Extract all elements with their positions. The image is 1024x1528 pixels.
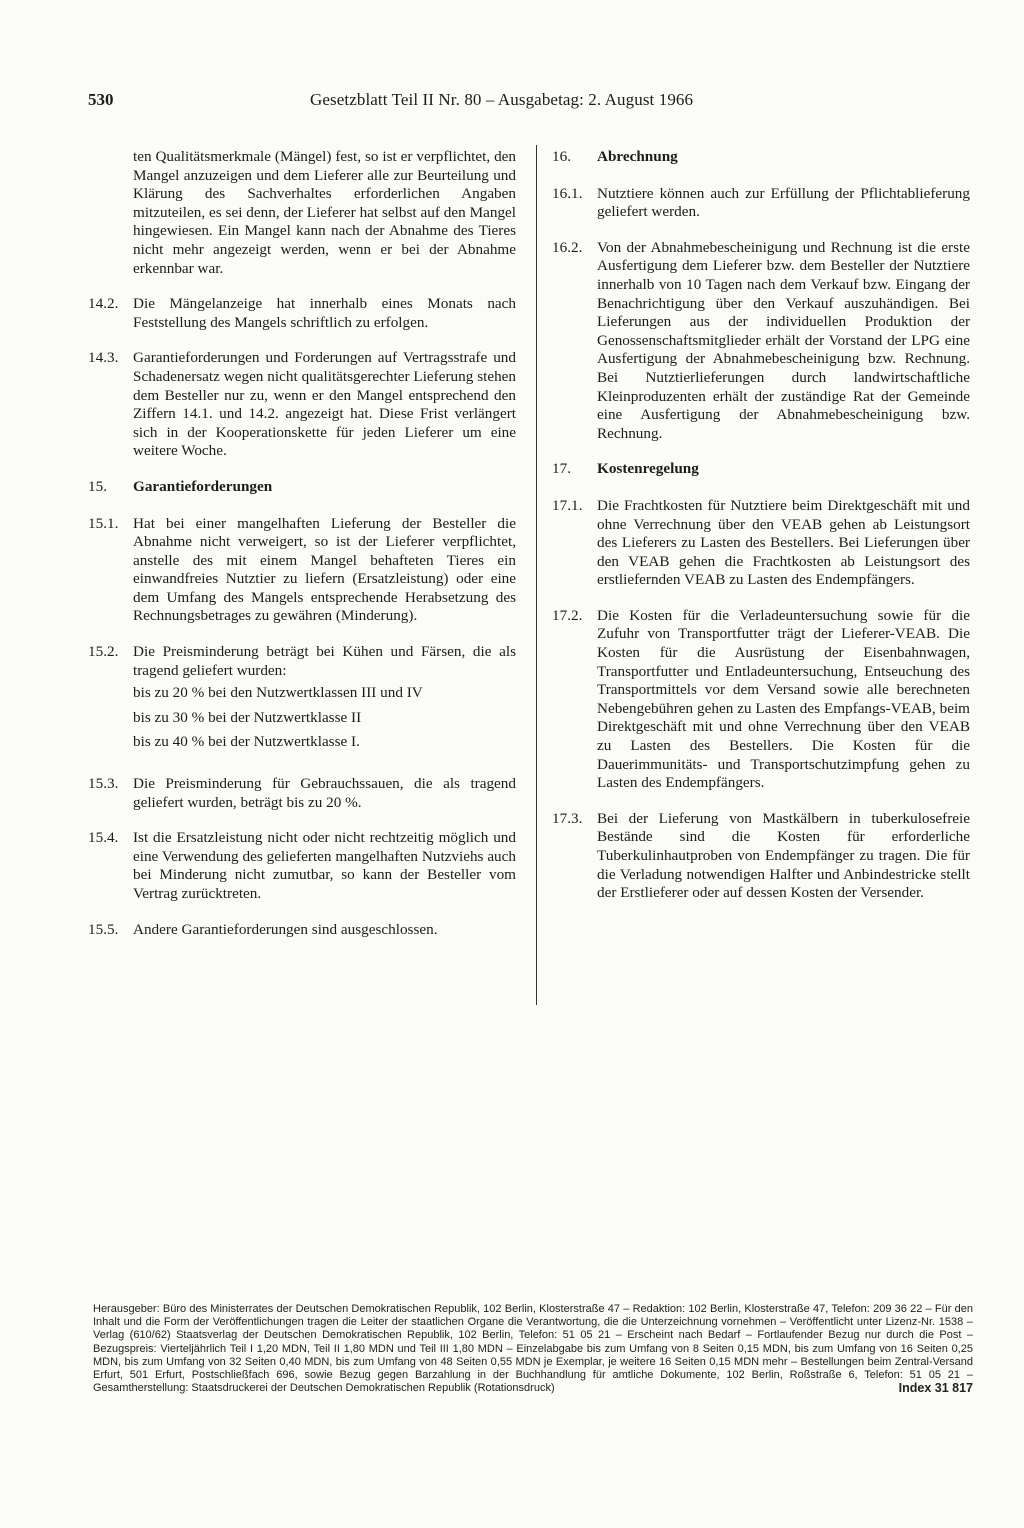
paragraph-17-3: [552, 810, 970, 903]
section-heading-16: [552, 148, 970, 167]
paragraph-16-1: [552, 185, 970, 222]
list-item: bis zu 30 % bei der Nutzwertklasse II: [133, 708, 362, 726]
paragraph-number: 14.2.: [88, 295, 119, 313]
paragraph-text: Die Mängelanzeige hat innerhalb eines Monats nach Feststellung des Mangels schriftlich zu erfolgen.: [133, 295, 516, 331]
paragraph-text: Die Frachtkosten für Nutztiere beim Direktgeschäft mit und ohne Verrechnung über den VEAB gehen ab Leistungsort des Lieferers zu Lasten des Bestellers. Bei Lieferungen über den VEAB gehen die Frachtkosten ab Leistungsort des erstliefernden VEAB zu Lasten des Endempfängers.: [597, 496, 970, 589]
paragraph-15-3: [88, 775, 516, 812]
list-item: bis zu 40 % bei der Nutzwertklasse I.: [133, 733, 360, 751]
paragraph-number: 17.3.: [552, 809, 583, 827]
paragraph-number: 15.5.: [88, 920, 119, 938]
continued-paragraph: ten Qualitätsmerkmale (Mängel) fest, so ist er verpflichtet, den Mangel anzuzeigen und dem Lieferer alle zur Beurteilung und Klärung des Sachverhaltes erforderlichen Angaben mitzuteilen, es sei denn, der Lieferer hat selbst auf den Mangel hingewiesen. Ein Mangel kann nach der Abnahme des Tieres nicht mehr angezeigt werden, wenn er bei der Abnahme erkennbar war.: [133, 148, 516, 277]
paragraph-text: Von der Abnahmebescheinigung und Rechnung ist die erste Ausfertigung dem Lieferer bzw. dem Besteller der Nutztiere innerhalb von 10 Tagen nach dem Verkauf bzw. Eingang der Benachrichtigung über den Verkauf auszuhändigen. Bei Lieferungen aus der individuellen Produktion der Genossenschaftsmitglieder erhält der Vorstand der LPG eine Ausfertigung der Abnahmebescheinigung bzw. Rechnung. Bei Nutztierlieferungen durch landwirtschaftliche Kleinproduzenten erhält der zuständige Rat der Gemeinde eine Ausfertigung der Abnahmebescheinigung bzw. Rechnung.: [597, 238, 970, 442]
paragraph-text: Die Preisminderung beträgt bei Kühen und Färsen, die als tragend geliefert wurden:: [133, 643, 516, 679]
section-number: 15.: [88, 477, 107, 495]
column-divider: [536, 145, 537, 1005]
paragraph-number: 15.1.: [88, 514, 119, 532]
section-title: Kostenregelung: [597, 460, 699, 478]
paragraph-text: Andere Garantieforderungen sind ausgeschlossen.: [133, 920, 438, 938]
paragraph-number: 15.2.: [88, 643, 119, 661]
paragraph-text: Bei der Lieferung von Mastkälbern in tuberkulosefreie Bestände sind die Kosten für erforderliche Tuberkulinhautproben von Endempfänger zu tragen. Die für die Verladung notwendigen Halfter und Anbindestricke stellt der Erstlieferer oder auf dessen Kosten der Versender.: [597, 809, 970, 902]
paragraph-text: Die Kosten für die Verladeuntersuchung sowie für die Zufuhr von Transportfutter trägt der Lieferer-VEAB. Die Kosten für die Ausrüstung der Eisenbahnwagen, Transportfutter und Entladeuntersuchung, Entseuchung des Transportmittels vor dem Versand sowie alle berechneten Nebengebühren gehen zu Lasten des Empfangs-VEAB, beim Direktgeschäft mit und ohne Verrechnung über den VEAB zu Lasten des Bestellers. Die Kosten für die Dauerimmunitäts- und Transportschutzimpfung gehen zu Lasten des Endempfängers.: [597, 606, 970, 792]
paragraph-17-1: [552, 497, 970, 590]
paragraph-number: 15.3.: [88, 775, 119, 793]
paragraph-15-4: [88, 829, 516, 903]
section-heading-15: [88, 478, 516, 497]
discount-list: [133, 684, 516, 752]
paragraph-number: 15.4.: [88, 829, 119, 847]
paragraph-15-2: [88, 643, 516, 758]
paragraph-text: Hat bei einer mangelhaften Lieferung der Besteller die Abnahme nicht verweigert, so ist der Lieferer verpflichtet, anstelle des mit einem Mangel behafteten Tieres ein einwandfreies Nutztier zu liefern (Ersatzleistung) oder eine dem Umfang des Mangels entsprechende Herabsetzung des Rechnungsbetrages zu gewähren (Minderung).: [133, 514, 516, 625]
paragraph-text: Die Preisminderung für Gebrauchssauen, die als tragend geliefert wurden, beträgt bis zu 20 %.: [133, 775, 516, 811]
imprint-text: Herausgeber: Büro des Ministerrates der Deutschen Demokratischen Republik, 102 Berlin, Klosterstraße 47 – Redaktion: 102 Berlin, Klosterstraße 47, Telefon: 209 36 22 – Für den Inhalt und die Form der Veröffentlichungen tragen die Leiter der staatlichen Organe die Verantwortung, die die Unterzeichnung vornehmen – Veröffentlicht unter Lizenz-Nr. 1538 – Verlag (610/62) Staatsverlag der Deutschen Demokratischen Republik, 102 Berlin, Telefon: 51 05 21 – Erscheint nach Bedarf – Fortlaufender Bezug nur durch die Post – Bezugspreis: Vierteljährlich Teil I 1,20 MDN, Teil II 1,80 MDN und Teil III 1,80 MDN – Einzelabgabe bis zum Umfang von 8 Seiten 0,15 MDN, bis zum Umfang von 16 Seiten 0,25 MDN, bis zum Umfang von 32 Seiten 0,40 MDN, bis zum Umfang von 48 Seiten 0,55 MDN je Exemplar, je weitere 16 Seiten 0,15 MDN mehr – Bestellungen beim Zentral-Versand Erfurt, 501 Erfurt, Postschließfach 696, sowie Bezug gegen Barzahlung in der Buchhandlung für amtliche Dokumente, 102 Berlin, Roßstraße 6, Telefon: 51 05 21 – Gesamtherstellung: Staatsdruckerei der Deutschen Demokratischen Republik (Rotationsdruck): [93, 1303, 973, 1395]
paragraph-16-2: [552, 239, 970, 444]
paragraph-text: Ist die Ersatzleistung nicht oder nicht rechtzeitig möglich und eine Verwendung des gelieferten mangelhaften Nutzviehs auch bei Minderung nicht zumutbar, so kann der Besteller vom Vertrag zurücktreten.: [133, 829, 516, 902]
section-heading-17: [552, 460, 970, 479]
running-title: Gesetzblatt Teil II Nr. 80 – Ausgabetag: 2. August 1966: [310, 90, 694, 109]
index-number: Index 31 817: [898, 1381, 973, 1396]
paragraph-text: Nutztiere können auch zur Erfüllung der Pflichtablieferung geliefert werden.: [597, 184, 970, 221]
imprint-footer: [93, 1303, 973, 1395]
paragraph-number: 16.1.: [552, 184, 583, 202]
paragraph-number: 16.2.: [552, 238, 583, 256]
paragraph-number: 14.3.: [88, 349, 119, 367]
paragraph-body: [133, 643, 516, 758]
paragraph-number: 17.1.: [552, 496, 583, 514]
paragraph-15-5: [88, 921, 516, 940]
paragraph-text: Garantieforderungen und Forderungen auf Vertragsstrafe und Schadenersatz wegen nicht qualitätsgerechter Lieferung stehen dem Besteller nur zu, wenn er den Mangel entsprechend den Ziffern 14.1. und 14.2. angezeigt hat. Diese Frist verlängert sich in der Kooperationskette für jeden Lieferer um eine weitere Woche.: [133, 349, 516, 460]
section-title: Garantieforderungen: [133, 477, 273, 495]
section-title: Abrechnung: [597, 148, 678, 165]
right-column: [552, 148, 970, 920]
section-number: 16.: [552, 148, 571, 165]
page-header: [88, 91, 940, 113]
section-number: 17.: [552, 460, 571, 478]
page-number: 530: [88, 90, 114, 109]
left-column: [88, 148, 516, 956]
paragraph-14-3: [88, 349, 516, 461]
paragraph-15-1: [88, 515, 516, 627]
paragraph-14-2: [88, 295, 516, 332]
paragraph-17-2: [552, 607, 970, 793]
list-item: bis zu 20 % bei den Nutzwertklassen III und IV: [133, 684, 423, 702]
paragraph-number: 17.2.: [552, 606, 583, 624]
